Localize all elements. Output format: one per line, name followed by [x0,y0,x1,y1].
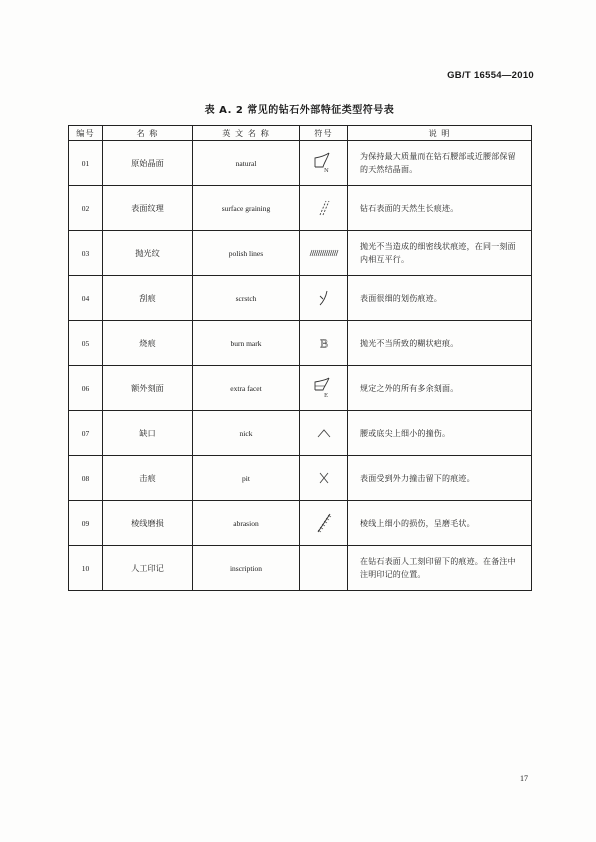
feature-english-name: abrasion [193,501,300,546]
standard-code: GB/T 16554—2010 [447,70,534,81]
row-number: 10 [69,546,103,591]
external-features-symbol-table [68,125,532,591]
feature-english-name: polish lines [193,231,300,276]
row-number: 06 [69,366,103,411]
feature-description: 抛光不当所致的糊状疤痕。 [348,321,532,366]
feature-symbol-cell [300,321,348,366]
row-number: 09 [69,501,103,546]
table-row [69,231,532,276]
feature-english-name: inscription [193,546,300,591]
feature-symbol-cell [300,141,348,186]
polish-lines-symbol-icon [308,248,340,258]
feature-name: 额外刻面 [103,366,193,411]
natural-symbol-icon [310,152,338,174]
feature-english-name: burn mark [193,321,300,366]
burn-mark-symbol-icon [316,335,332,351]
feature-english-name: pit [193,456,300,501]
feature-name: 人工印记 [103,546,193,591]
feature-description: 为保持最大质量而在钻石腰部或近腰部保留的天然结晶面。 [348,141,532,186]
page-number: 17 [520,774,528,783]
table-row [69,186,532,231]
feature-name: 烧痕 [103,321,193,366]
feature-name: 表面纹理 [103,186,193,231]
feature-english-name: scrstch [193,276,300,321]
feature-name: 棱线磨损 [103,501,193,546]
table-row [69,366,532,411]
table-row [69,141,532,186]
svg-text:N: N [323,168,329,174]
column-header-symbol: 符号 [300,126,348,141]
feature-description: 抛光不当造成的细密线状痕迹，在同一刻面内相互平行。 [348,231,532,276]
feature-description: 腰或底尖上细小的撞伤。 [348,411,532,456]
row-number: 04 [69,276,103,321]
table-row [69,546,532,591]
feature-name: 击痕 [103,456,193,501]
table-row [69,321,532,366]
feature-description: 在钻石表面人工刻印留下的痕迹。在备注中注明印记的位置。 [348,546,532,591]
column-header-english-name: 英 文 名 称 [193,126,300,141]
table-header-row [69,126,532,141]
svg-text:B: B [319,337,328,351]
feature-name: 原始晶面 [103,141,193,186]
column-header-name: 名 称 [103,126,193,141]
feature-description: 规定之外的所有多余刻面。 [348,366,532,411]
feature-name: 缺口 [103,411,193,456]
feature-symbol-cell [300,411,348,456]
feature-symbol-cell [300,501,348,546]
feature-english-name: nick [193,411,300,456]
feature-description: 表面很细的划伤痕迹。 [348,276,532,321]
feature-symbol-cell [300,231,348,276]
scratch-symbol-icon [314,288,334,308]
abrasion-symbol-icon [314,510,334,536]
feature-description: 棱线上细小的损伤，呈磨毛状。 [348,501,532,546]
column-header-description: 说 明 [348,126,532,141]
extra-facet-symbol-icon [310,377,338,399]
row-number: 03 [69,231,103,276]
table-row [69,456,532,501]
feature-symbol-cell [300,456,348,501]
nick-symbol-icon [315,426,333,440]
table-caption: 表 A. 2 常见的钻石外部特征类型符号表 [204,105,395,116]
table-row [69,276,532,321]
row-number: 01 [69,141,103,186]
surface-graining-symbol-icon [313,198,335,218]
feature-english-name: extra facet [193,366,300,411]
feature-name: 抛光纹 [103,231,193,276]
feature-description: 钻石表面的天然生长痕迹。 [348,186,532,231]
feature-english-name: surface graining [193,186,300,231]
row-number: 08 [69,456,103,501]
feature-symbol-cell [300,276,348,321]
table-row [69,411,532,456]
feature-symbol-cell [300,186,348,231]
feature-description: 表面受到外力撞击留下的痕迹。 [348,456,532,501]
feature-name: 刮痕 [103,276,193,321]
feature-english-name: natural [193,141,300,186]
row-number: 02 [69,186,103,231]
svg-text:E: E [323,393,328,399]
column-header-number: 编号 [69,126,103,141]
feature-symbol-cell [300,546,348,591]
feature-symbol-cell [300,366,348,411]
row-number: 05 [69,321,103,366]
row-number: 07 [69,411,103,456]
pit-symbol-icon [316,470,332,486]
table-row [69,501,532,546]
